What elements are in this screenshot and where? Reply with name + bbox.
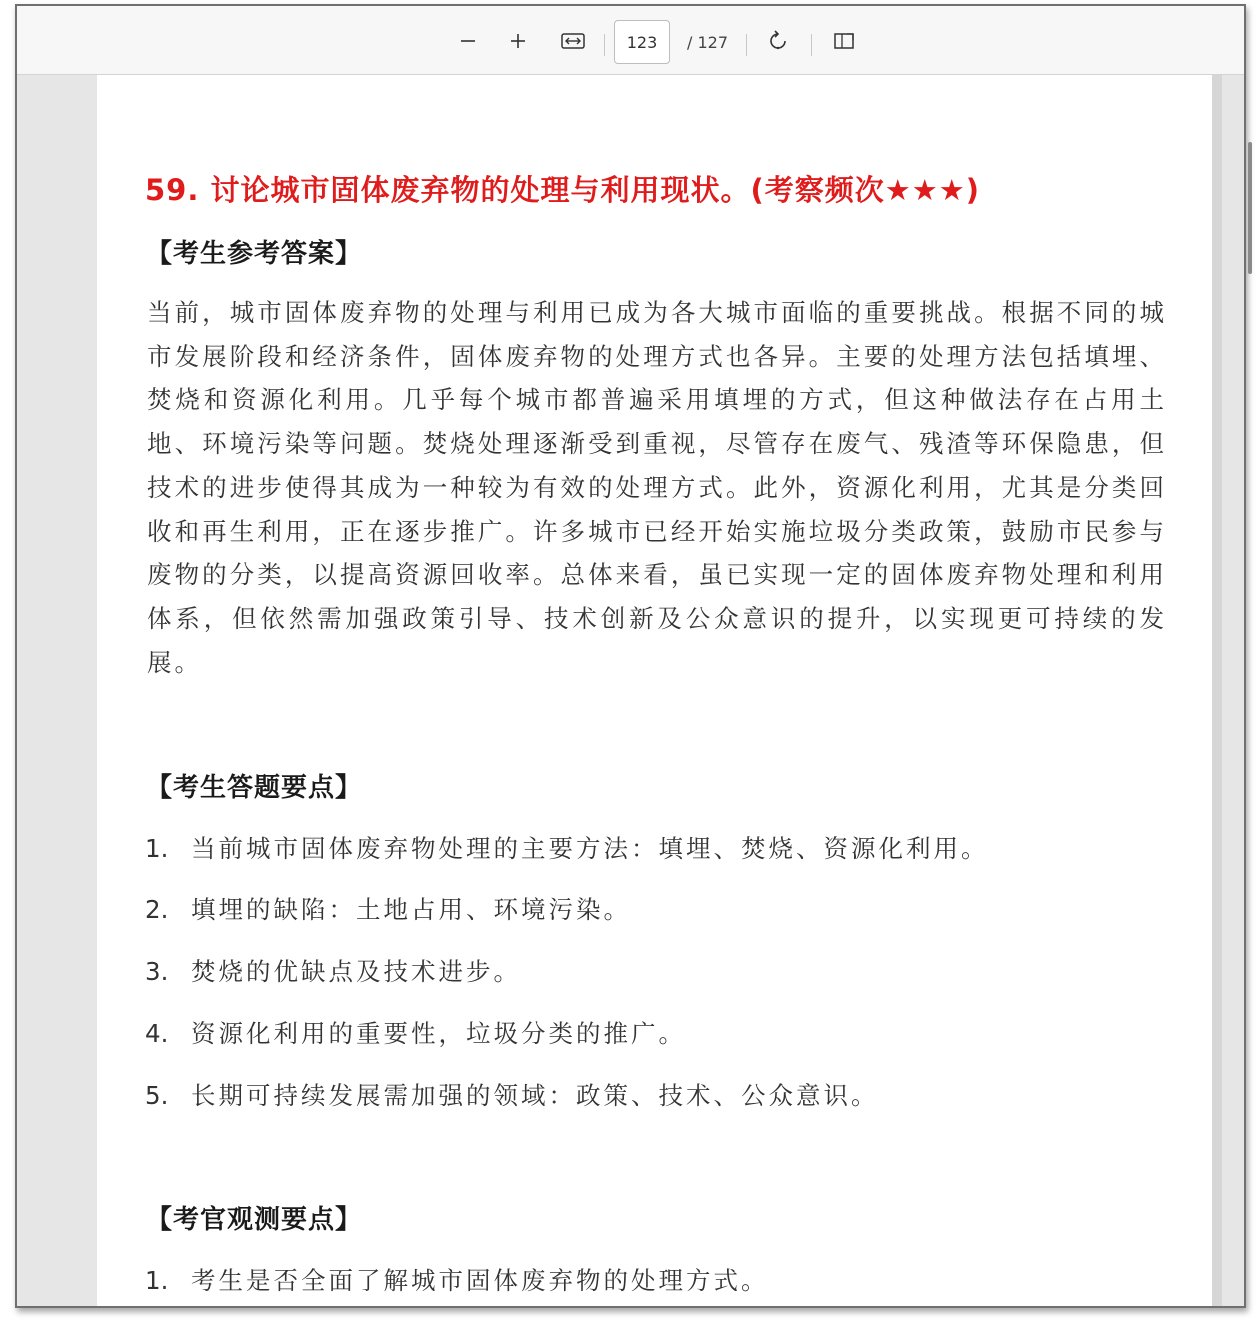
points-heading: 【考生答题要点】	[146, 773, 363, 803]
list-item-text: 当前城市固体废弃物处理的主要方法：填埋、焚烧、资源化利用。	[191, 834, 989, 863]
minus-icon	[459, 32, 477, 50]
list-item-number: 5.	[145, 1081, 169, 1110]
zoom-in-button[interactable]	[503, 26, 533, 56]
page-gutter	[1212, 75, 1244, 1308]
list-item	[145, 953, 521, 988]
zoom-out-button[interactable]	[453, 26, 483, 56]
toolbar-divider	[746, 34, 747, 56]
fit-width-icon	[561, 32, 585, 50]
list-item-text: 考生是否全面了解城市固体废弃物的处理方式。	[191, 1266, 769, 1295]
pdf-viewer-window	[15, 4, 1246, 1308]
page-total: / 127	[687, 33, 729, 52]
toolbar-divider	[811, 34, 812, 56]
document-page	[97, 75, 1212, 1308]
answer-heading: 【考生参考答案】	[146, 239, 363, 269]
list-item-text: 填埋的缺陷：土地占用、环境污染。	[191, 895, 631, 924]
list-item-number: 3.	[145, 957, 169, 986]
plus-icon	[509, 32, 527, 50]
rotate-icon	[766, 29, 790, 53]
observer-heading: 【考官观测要点】	[146, 1205, 363, 1235]
page-number-input[interactable]	[614, 20, 670, 64]
list-item-number: 1.	[145, 1266, 169, 1295]
page-view-button[interactable]	[830, 26, 860, 56]
fit-width-button[interactable]	[558, 26, 588, 56]
list-item-number: 4.	[145, 1019, 169, 1048]
list-item-number: 1.	[145, 834, 169, 863]
rotate-button[interactable]	[763, 26, 793, 56]
list-item	[145, 891, 631, 926]
vertical-scrollbar[interactable]	[1248, 142, 1252, 274]
list-item	[145, 830, 989, 865]
list-item-number: 2.	[145, 895, 169, 924]
toolbar-divider	[604, 34, 605, 56]
question-title: 59. 讨论城市固体废弃物的处理与利用现状。(考察频次★★★)	[145, 173, 980, 207]
list-item-text: 长期可持续发展需加强的领域：政策、技术、公众意识。	[191, 1081, 879, 1110]
pdf-toolbar	[17, 6, 1244, 75]
answer-paragraph: 当前，城市固体废弃物的处理与利用已成为各大城市面临的重要挑战。根据不同的城市发展阶段和经济条件，固体废弃物的处理方式也各异。主要的处理方法包括填埋、焚烧和资源化利用。几乎每个城市都普遍采用填埋的方式，但这种做法存在占用土地、环境污染等问题。焚烧处理逐渐受到重视，尽管存在废气、残渣等环保隐患，但技术的进步使得其成为一种较为有效的处理方式。此外，资源化利用，尤其是分类回收和再生利用，正在逐步推广。许多城市已经开始实施垃圾分类政策，鼓励市民参与废物的分类，以提高资源回收率。总体来看，虽已实现一定的固体废弃物处理和利用体系，但依然需加强政策引导、技术创新及公众意识的提升，以实现更可持续的发展。	[147, 298, 1167, 677]
list-item	[145, 1262, 769, 1297]
list-item-text: 焚烧的优缺点及技术进步。	[191, 957, 521, 986]
list-item	[145, 1015, 686, 1050]
list-item-text: 资源化利用的重要性，垃圾分类的推广。	[191, 1019, 686, 1048]
page-view-icon	[833, 31, 857, 51]
list-item	[145, 1077, 879, 1112]
